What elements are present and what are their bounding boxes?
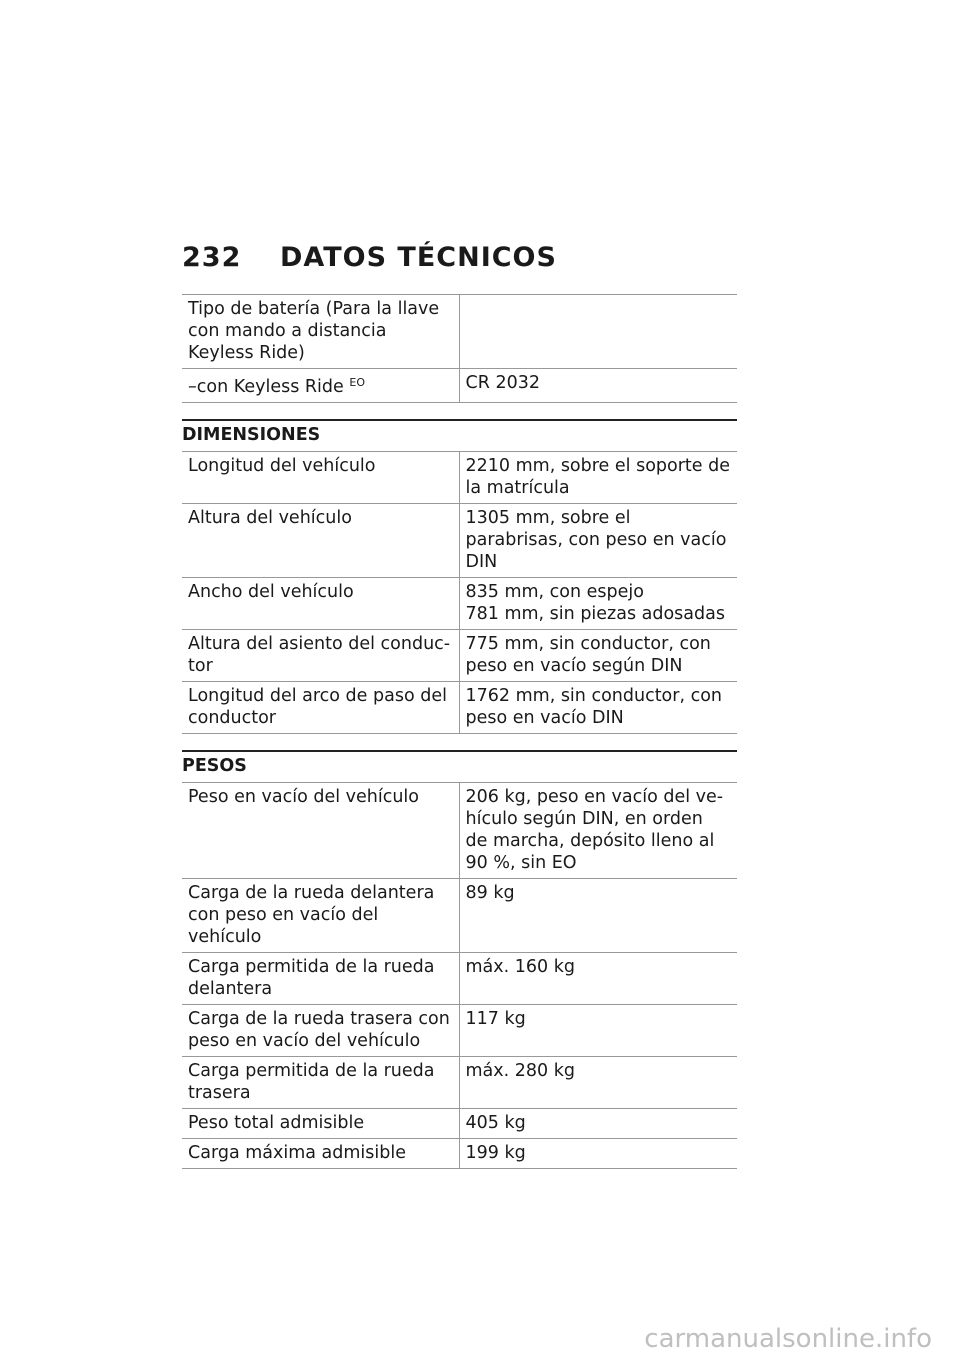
- table-row: [182, 783, 737, 879]
- spec-value: 2210 mm, sobre el soporte de la matrícula: [459, 452, 737, 504]
- section-title-weights: PESOS: [182, 750, 737, 782]
- spec-label: Carga permitida de la rueda trasera: [182, 1057, 459, 1109]
- spec-value-line: hículo según DIN, en orden: [465, 809, 703, 829]
- spec-value: 117 kg: [459, 1005, 737, 1057]
- page-title: DATOS TÉCNICOS: [280, 242, 557, 273]
- table-row: [182, 1057, 737, 1109]
- spec-value: [459, 783, 737, 879]
- table-row: [182, 504, 737, 578]
- table-row: [182, 682, 737, 734]
- spec-value-line: 206 kg, peso en vacío del ve-: [465, 787, 724, 807]
- spec-label: Altura del vehículo: [182, 504, 459, 578]
- spec-label: Longitud del arco de paso del conductor: [182, 682, 459, 734]
- table-row: [182, 1109, 737, 1139]
- spec-label: [182, 369, 459, 403]
- table-row: [182, 1005, 737, 1057]
- table-row: [182, 295, 737, 369]
- spec-label: Carga de la rueda trasera con peso en vacío del vehículo: [182, 1005, 459, 1057]
- spec-content: [182, 294, 737, 1169]
- spec-label: Peso total admisible: [182, 1109, 459, 1139]
- spec-value: 1762 mm, sin conductor, con peso en vacío DIN: [459, 682, 737, 734]
- spec-label: Longitud del vehículo: [182, 452, 459, 504]
- spec-value-line: 90 %, sin EO: [465, 853, 577, 873]
- table-row: [182, 452, 737, 504]
- spec-label: Tipo de batería (Para la llave con mando a distancia Keyless Ride): [182, 295, 459, 369]
- spec-value: [459, 578, 737, 630]
- spec-label: Carga permitida de la rueda delantera: [182, 953, 459, 1005]
- table-row: [182, 630, 737, 682]
- page-header: [182, 242, 557, 273]
- spec-value-line: 781 mm, sin piezas adosadas: [465, 604, 725, 624]
- spec-value: 775 mm, sin conductor, con peso en vacío según DIN: [459, 630, 737, 682]
- spec-value: máx. 280 kg: [459, 1057, 737, 1109]
- weights-table: [182, 782, 737, 1169]
- table-row: [182, 953, 737, 1005]
- page-number: 232: [182, 242, 242, 273]
- table-row: [182, 369, 737, 403]
- battery-table: [182, 294, 737, 403]
- table-row: [182, 578, 737, 630]
- spec-value: 405 kg: [459, 1109, 737, 1139]
- table-row: [182, 1139, 737, 1169]
- section-title-dimensions: DIMENSIONES: [182, 419, 737, 451]
- dimensions-table: [182, 451, 737, 734]
- eo-superscript: EO: [349, 376, 365, 389]
- spec-value: 89 kg: [459, 879, 737, 953]
- spec-value: 199 kg: [459, 1139, 737, 1169]
- spec-label-text: –con Keyless Ride: [188, 377, 344, 397]
- spec-label: Carga de la rueda delantera con peso en vacío del vehículo: [182, 879, 459, 953]
- spec-value: máx. 160 kg: [459, 953, 737, 1005]
- table-row: [182, 879, 737, 953]
- spec-label: Ancho del vehículo: [182, 578, 459, 630]
- spec-value: 1305 mm, sobre el parabrisas, con peso en vacío DIN: [459, 504, 737, 578]
- spec-value: [459, 295, 737, 369]
- spec-value: CR 2032: [459, 369, 737, 403]
- spec-label: Carga máxima admisible: [182, 1139, 459, 1169]
- spec-label: Altura del asiento del conduc- tor: [182, 630, 459, 682]
- spec-label: Peso en vacío del vehículo: [182, 783, 459, 879]
- spec-value-line: 835 mm, con espejo: [465, 582, 644, 602]
- spec-value-line: de marcha, depósito lleno al: [465, 831, 715, 851]
- watermark: carmanualsonline.info: [644, 1324, 932, 1354]
